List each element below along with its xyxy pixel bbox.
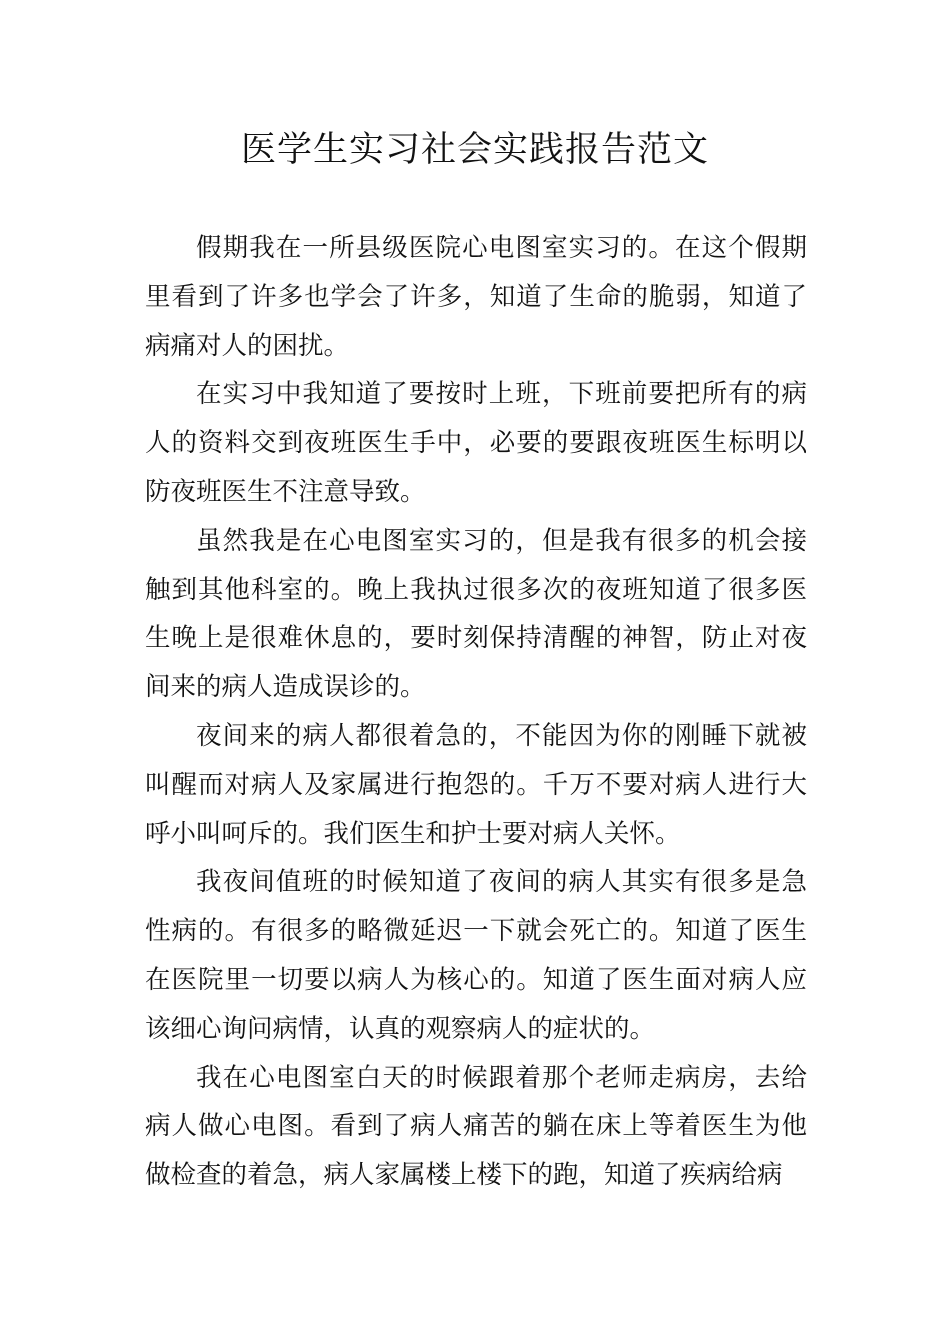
paragraph-4: 夜间来的病人都很着急的，不能因为你的刚睡下就被叫醒而对病人及家属进行抱怨的。千万不要对病人进行大呼小叫呵斥的。我们医生和护士要对病人关怀。	[145, 720, 807, 849]
document-title: 医学生实习社会实践报告范文	[240, 130, 709, 170]
document-body	[145, 224, 807, 1200]
paragraph-3: 虽然我是在心电图室实习的，但是我有很多的机会接触到其他科室的。晚上我执过很多次的夜班知道了很多医生晚上是很难休息的，要时刻保持清醒的神智，防止对夜间来的病人造成误诊的。	[145, 525, 807, 703]
paragraph-5: 我夜间值班的时候知道了夜间的病人其实有很多是急性病的。有很多的略微延迟一下就会死亡的。知道了医生在医院里一切要以病人为核心的。知道了医生面对病人应该细心询问病情，认真的观察病人的症状的。	[145, 867, 807, 1044]
paragraph-6: 我在心电图室白天的时候跟着那个老师走病房，去给病人做心电图。看到了病人痛苦的躺在床上等着医生为他做检查的着急，病人家属楼上楼下的跑，知道了疾病给病	[145, 1062, 807, 1191]
paragraph-1: 假期我在一所县级医院心电图室实习的。在这个假期里看到了许多也学会了许多，知道了生命的脆弱，知道了病痛对人的困扰。	[145, 233, 807, 361]
paragraph-2: 在实习中我知道了要按时上班，下班前要把所有的病人的资料交到夜班医生手中，必要的要跟夜班医生标明以防夜班医生不注意导致。	[145, 379, 807, 507]
